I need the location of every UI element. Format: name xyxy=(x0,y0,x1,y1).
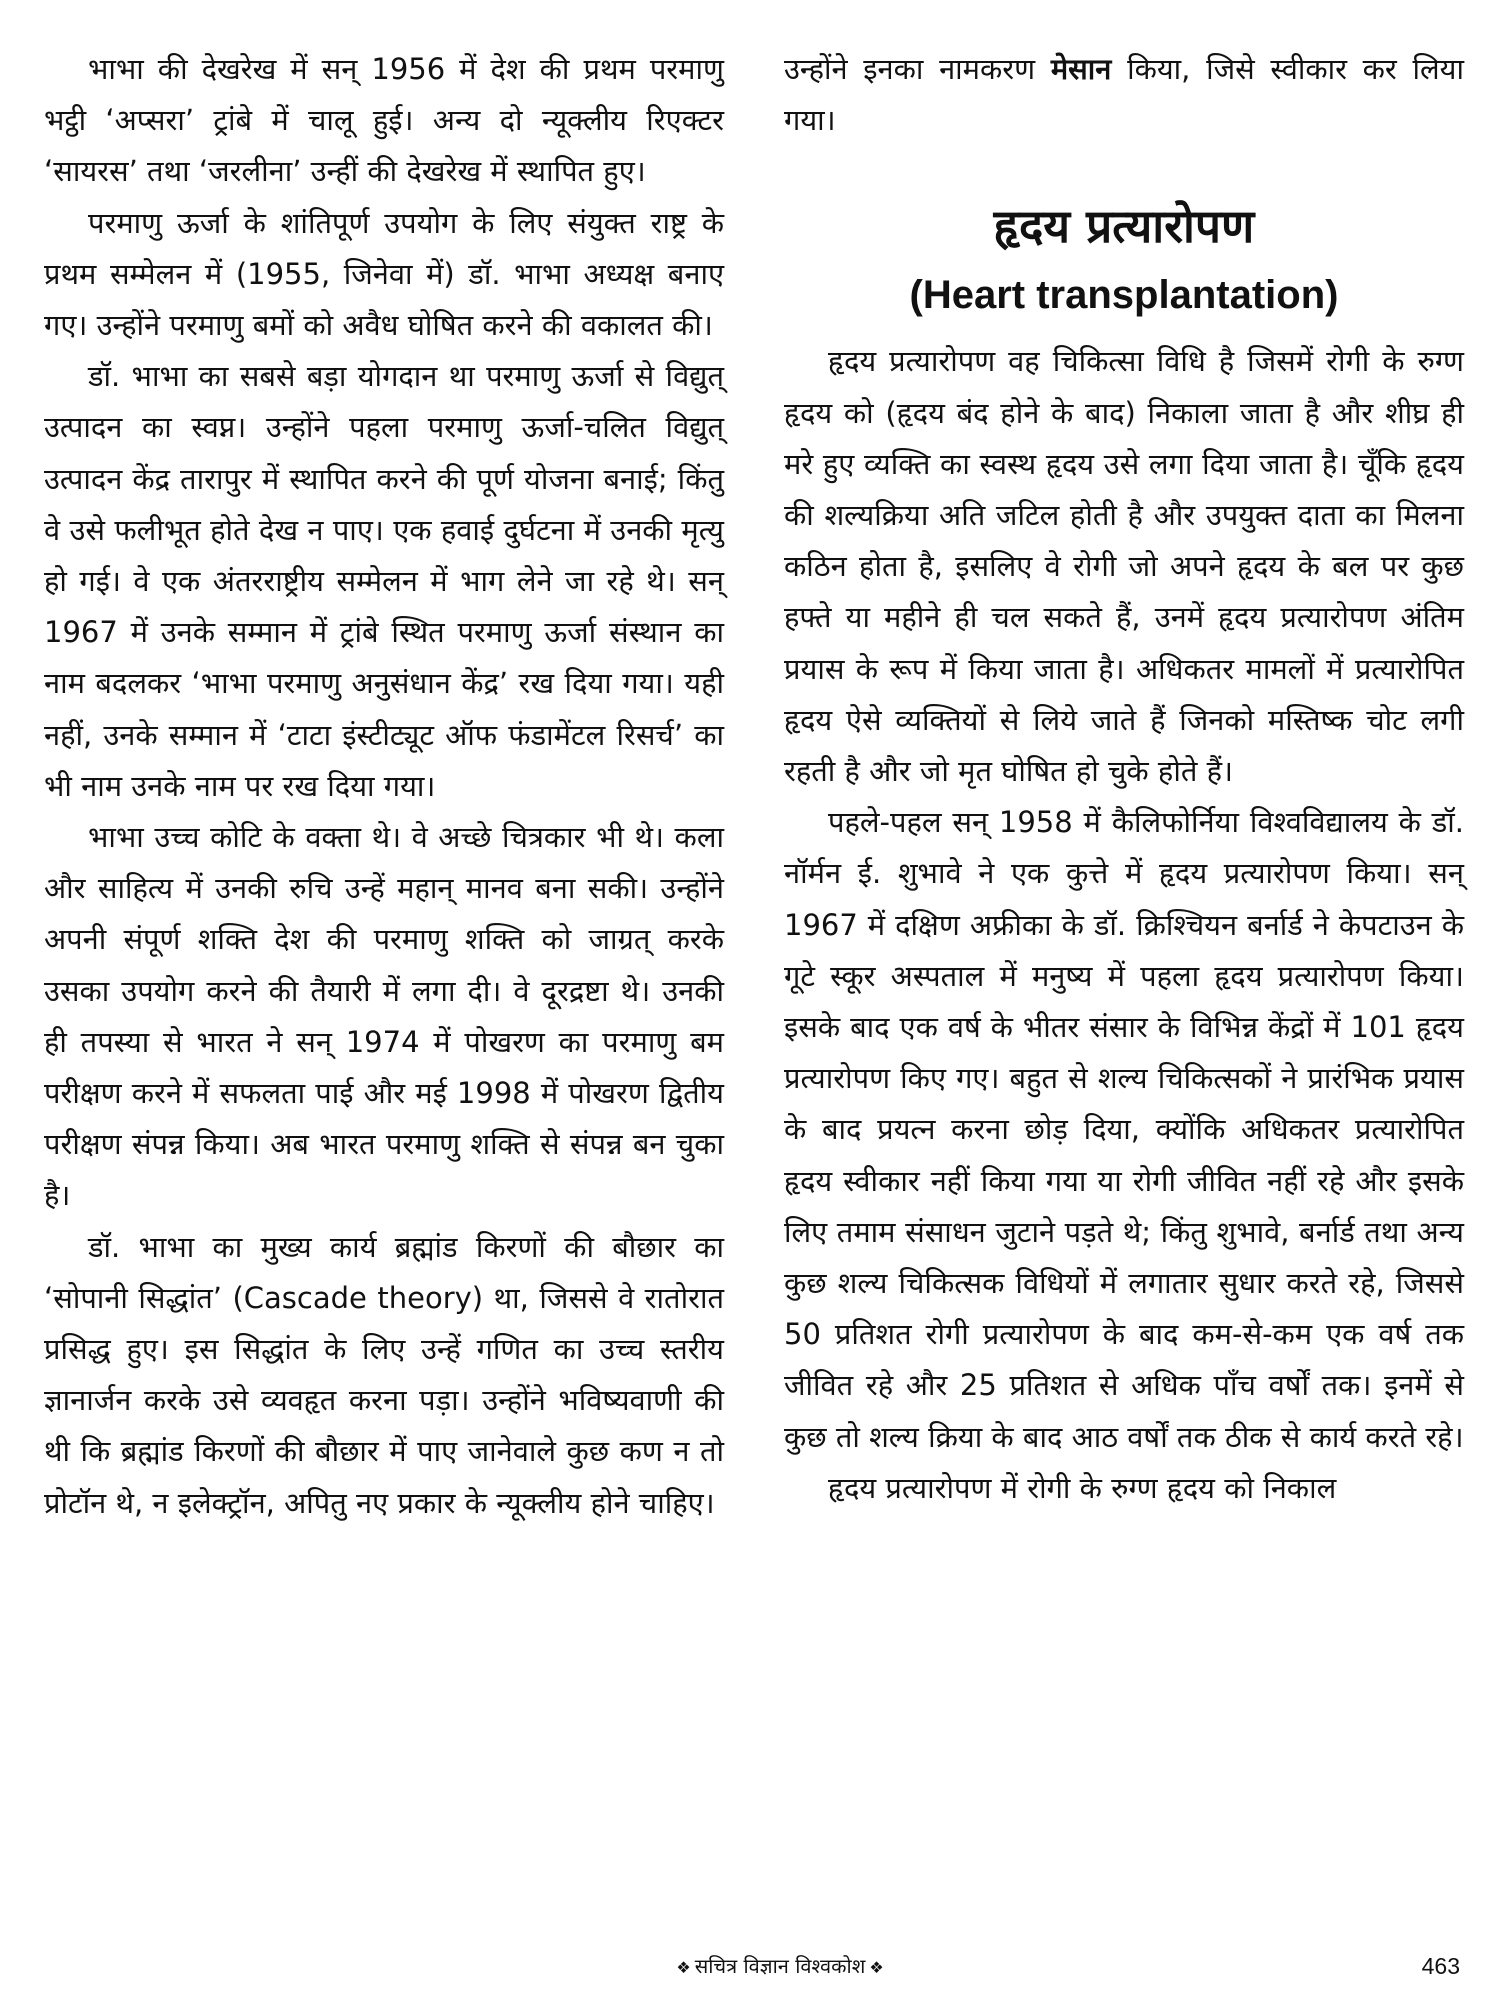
right-paragraph-3: हृदय प्रत्यारोपण में रोगी के रुग्ण हृदय को निकाल xyxy=(828,1470,1337,1505)
left-paragraph-2: परमाणु ऊर्जा के शांतिपूर्ण उपयोग के लिए संयुक्त राष्ट्र के प्रथम सम्मेलन में (1955, जिनेवा में) डॉ. भाभा अध्यक्ष बनाए गए। उन्होंने परमाणु बमों को अवैध घोषित करने की वकालत की। xyxy=(44,205,724,343)
right-paragraph-2: पहले-पहल सन् 1958 में कैलिफोर्निया विश्वविद्यालय के डॉ. नॉर्मन ई. शुभावे ने एक कुत्ते में हृदय प्रत्यारोपण किया। सन् 1967 में दक्षिण अफ्रीका के डॉ. क्रिश्चियन बर्नार्ड ने केपटाउन के गूटे स्कूर अस्पताल में मनुष्य में पहला हृदय प्रत्यारोपण किया। इसके बाद एक वर्ष के भीतर संसार के विभिन्न केंद्रों में 101 हृदय प्रत्यारोपण किए गए। बहुत से शल्य चिकित्सकों ने प्रारंभिक प्रयास के बाद प्रयत्न करना छोड़ दिया, क्योंकि अधिकतर प्रत्यारोपित हृदय स्वीकार नहीं किया गया या रोगी जीवित नहीं रहे और इसके लिए तमाम संसाधन जुटाने पड़ते थे; किंतु शुभावे, बर्नार्ड तथा अन्य कुछ शल्य चिकित्सक विधियों में लगातार सुधार करते रहे, जिससे 50 प्रतिशत रोगी प्रत्यारोपण के बाद कम-से-कम एक वर्ष तक जीवित रहे और 25 प्रतिशत से अधिक पाँच वर्षों तक। इनमें से कुछ तो शल्य क्रिया के बाद आठ वर्षों तक ठीक से कार्य करते रहे। xyxy=(784,805,1464,1454)
heading-english: (Heart transplantation) xyxy=(909,273,1339,318)
ornament-left-icon: ❖ xyxy=(676,1958,691,1977)
book-title: सचित्र विज्ञान विश्वकोश xyxy=(694,1954,866,1978)
meson-term: मेसान xyxy=(1050,52,1112,86)
left-paragraph-5: डॉ. भाभा का मुख्य कार्य ब्रह्मांड किरणों की बौछार का ‘सोपानी सिद्धांत’ (Cascade theory) था, जिससे वे रातोरात प्रसिद्ध हुए। इस सिद्धांत के लिए उन्हें गणित का उच्च स्तरीय ज्ञानार्जन करके उसे व्यवहृत करना पड़ा। उन्होंने भविष्यवाणी की थी कि ब्रह्मांड किरणों की बौछार में पाए जानेवाले कुछ कण न तो प्रोटॉन थे, न इलेक्ट्रॉन, अपितु नए प्रकार के न्यूक्लीय होने चाहिए। xyxy=(44,1229,724,1520)
heading-hindi: हृदय प्रत्यारोपण xyxy=(993,199,1255,254)
left-paragraph-3: डॉ. भाभा का सबसे बड़ा योगदान था परमाणु ऊर्जा से विद्युत् उत्पादन का स्वप्न। उन्होंने पहला परमाणु ऊर्जा-चलित विद्युत् उत्पादन केंद्र तारापुर में स्थापित करने की पूर्ण योजना बनाई; किंतु वे उसे फलीभूत होते देख न पाए। एक हवाई दुर्घटना में उनकी मृत्यु हो गई। वे एक अंतरराष्ट्रीय सम्मेलन में भाग लेने जा रहे थे। सन् 1967 में उनके सम्मान में ट्रांबे स्थित परमाणु ऊर्जा संस्थान का नाम बदलकर ‘भाभा परमाणु अनुसंधान केंद्र’ रख दिया गया। यही नहीं, उनके सम्मान में ‘टाटा इंस्टीट्यूट ऑफ फंडामेंटल रिसर्च’ का भी नाम उनके नाम पर रख दिया गया। xyxy=(44,359,724,803)
intro-text-before: उन्होंने इनका नामकरण xyxy=(784,52,1051,86)
footer-book-title xyxy=(600,1946,960,1988)
left-column xyxy=(44,44,724,1529)
right-paragraph-1: हृदय प्रत्यारोपण वह चिकित्सा विधि है जिसमें रोगी के रुग्ण हृदय को (हृदय बंद होने के बाद) निकाला जाता है और शीघ्र ही मरे हुए व्यक्ति का स्वस्थ हृदय उसे लगा दिया जाता है। चूँकि हृदय की शल्यक्रिया अति जटिल होती है और उपयुक्त दाता का मिलना कठिन होता है, इसलिए वे रोगी जो अपने हृदय के बल पर कुछ हफ्ते या महीने ही चल सकते हैं, उनमें हृदय प्रत्यारोपण अंतिम प्रयास के रूप में किया जाता है। अधिकतर मामलों में प्रत्यारोपित हृदय ऐसे व्यक्तियों से लिये जाते हैं जिनको मस्तिष्क चोट लगी रहती है और जो मृत घोषित हो चुके होते हैं। xyxy=(784,344,1464,789)
ornament-right-icon: ❖ xyxy=(869,1958,884,1977)
section-heading xyxy=(784,190,1464,328)
page-number: 463 xyxy=(1421,1953,1460,1979)
left-paragraph-4: भाभा उच्च कोटि के वक्ता थे। वे अच्छे चित्रकार भी थे। कला और साहित्य में उनकी रुचि उन्हें महान् मानव बना सकी। उन्होंने अपनी संपूर्ण शक्ति देश की परमाणु शक्ति को जाग्रत् करके उसका उपयोग करने की तैयारी में लगा दी। वे दूरद्रष्टा थे। उनकी ही तपस्या से भारत ने सन् 1974 में पोखरण का परमाणु बम परीक्षण करने में सफलता पाई और मई 1998 में पोखरण द्वितीय परीक्षण संपन्न किया। अब भारत परमाणु शक्ति से संपन्न बन चुका है। xyxy=(44,820,724,1213)
left-paragraph-1: भाभा की देखरेख में सन् 1956 में देश की प्रथम परमाणु भट्ठी ‘अप्सरा’ ट्रांबे में चालू हुई। अन्य दो न्यूक्लीय रिएक्टर ‘सायरस’ तथा ‘जरलीना’ उन्हीं की देखरेख में स्थापित हुए। xyxy=(44,52,724,189)
intro-text-after: किया, जिसे स्वीकार कर लिया गया। xyxy=(784,52,1464,138)
right-column xyxy=(784,44,1464,1514)
right-intro-paragraph xyxy=(784,44,1464,146)
page-footer xyxy=(0,1946,1500,1986)
